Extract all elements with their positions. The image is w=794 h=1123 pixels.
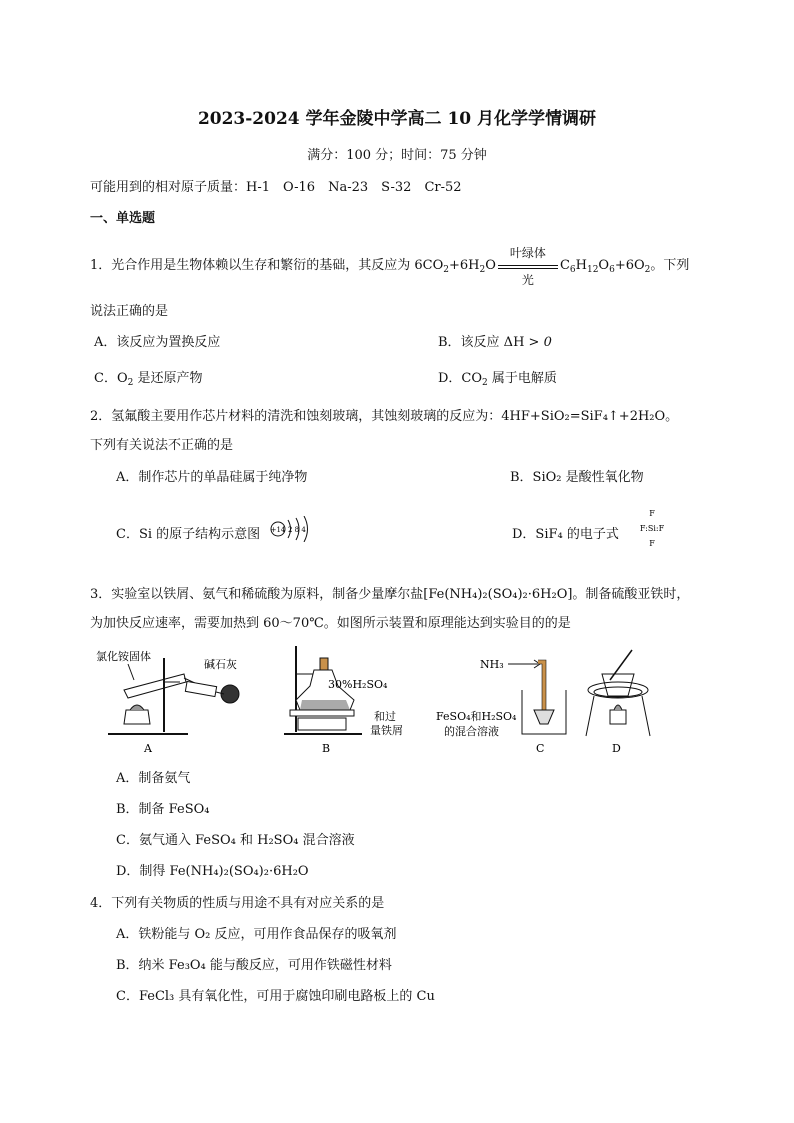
label-and-excess: 和过 <box>374 710 396 723</box>
apparatus-d <box>586 650 650 755</box>
lewis-top: F <box>649 509 655 518</box>
exam-info: 满分：100 分；时间：75 分钟 <box>307 148 487 163</box>
reaction-condition: 叶绿体 光 <box>498 257 558 275</box>
q1-option-c: C．$O_2$ 是还原产物 <box>94 371 203 388</box>
sif4-lewis-structure <box>630 506 678 550</box>
q3-option-a: A．制备氨气 <box>116 771 191 786</box>
apparatus-b <box>284 646 403 755</box>
q1-stem-line2: 说法正确的是 <box>90 304 169 319</box>
page-title: 2023-2024 学年金陵中学高二 10 月化学学情调研 <box>197 109 597 129</box>
q2-option-d: D．SiF₄ 的电子式 <box>512 527 619 542</box>
apparatus-a <box>96 649 239 755</box>
apparatus-c <box>436 658 566 755</box>
label-soda-lime: 碱石灰 <box>204 658 237 671</box>
q3-option-d: D．制得 Fe(NH₄)₂(SO₄)₂·6H₂O <box>116 864 309 879</box>
electron-shells: 2 8 4 <box>288 526 306 534</box>
lewis-middle: F:Si:F <box>639 524 665 533</box>
q3-option-b: B．制备 FeSO₄ <box>116 802 210 817</box>
q1-option-d: D．$CO_2$ 属于电解质 <box>438 371 557 388</box>
q2-option-a: A．制作芯片的单晶硅属于纯净物 <box>116 470 308 485</box>
q1-stem: 1．光合作用是生物体赖以生存和繁衍的基础，其反应为 $6CO_2+6H_2O$ 叶绿体 光 $C_6H_{12}O_6+6O_2$。下列 <box>90 245 690 287</box>
label-d: D <box>612 742 621 755</box>
q2-stem: 2．氢氟酸主要用作芯片材料的清洗和蚀刻玻璃，其蚀刻玻璃的反应为：4HF+SiO₂=SiF₄↑+2H₂O。 <box>90 409 679 424</box>
apparatus-figure <box>88 640 688 760</box>
label-h2so4: 30%H₂SO₄ <box>328 678 388 691</box>
label-iron-filings: 量铁屑 <box>370 724 403 737</box>
q1-option-b: B．该反应 ΔH > 0 <box>438 335 552 350</box>
label-b: B <box>322 742 331 755</box>
q3-stem-line2: 为加快反应速率，需要加热到 60～70℃。如图所示装置和原理能达到实验目的的是 <box>90 616 571 631</box>
q4-option-c: C．FeCl₃ 具有氧化性，可用于腐蚀印刷电路板上的 Cu <box>116 989 435 1004</box>
q1-option-a: A．该反应为置换反应 <box>94 335 221 350</box>
label-nh3: NH₃ <box>480 658 504 671</box>
q4-option-b: B．纳米 Fe₃O₄ 能与酸反应，可用作铁磁性材料 <box>116 958 392 973</box>
label-c: C <box>536 742 545 755</box>
atomic-masses: 可能用到的相对原子质量：H-1 O-16 Na-23 S-32 Cr-52 <box>90 180 462 195</box>
label-mixed-solution: 的混合溶液 <box>444 725 499 738</box>
q2-stem-line2: 下列有关说法不正确的是 <box>90 438 234 453</box>
section-heading: 一、单选题 <box>90 211 156 226</box>
q4-stem: 4．下列有关物质的性质与用途不具有对应关系的是 <box>90 896 385 911</box>
q3-stem: 3．实验室以铁屑、氨气和稀硫酸为原料，制备少量摩尔盐[Fe(NH₄)₂(SO₄)₂·6H₂O]。制备硫酸亚铁时， <box>90 587 690 602</box>
q2-option-c: C．Si 的原子结构示意图 <box>116 527 261 542</box>
label-nh4cl: 氯化铵固体 <box>96 650 151 663</box>
label-a: A <box>144 742 152 755</box>
q3-option-c: C．氨气通入 FeSO₄ 和 H₂SO₄ 混合溶液 <box>116 833 355 848</box>
nucleus-label: +14 <box>270 526 286 534</box>
label-feso4-h2so4: FeSO₄和H₂SO₄ <box>436 710 517 723</box>
q2-option-b: B．SiO₂ 是酸性氧化物 <box>510 470 644 485</box>
q4-option-a: A．铁粉能与 O₂ 反应，可用作食品保存的吸氧剂 <box>116 927 397 942</box>
lewis-bottom: F <box>649 539 655 548</box>
si-atom-structure-diagram <box>268 516 316 542</box>
